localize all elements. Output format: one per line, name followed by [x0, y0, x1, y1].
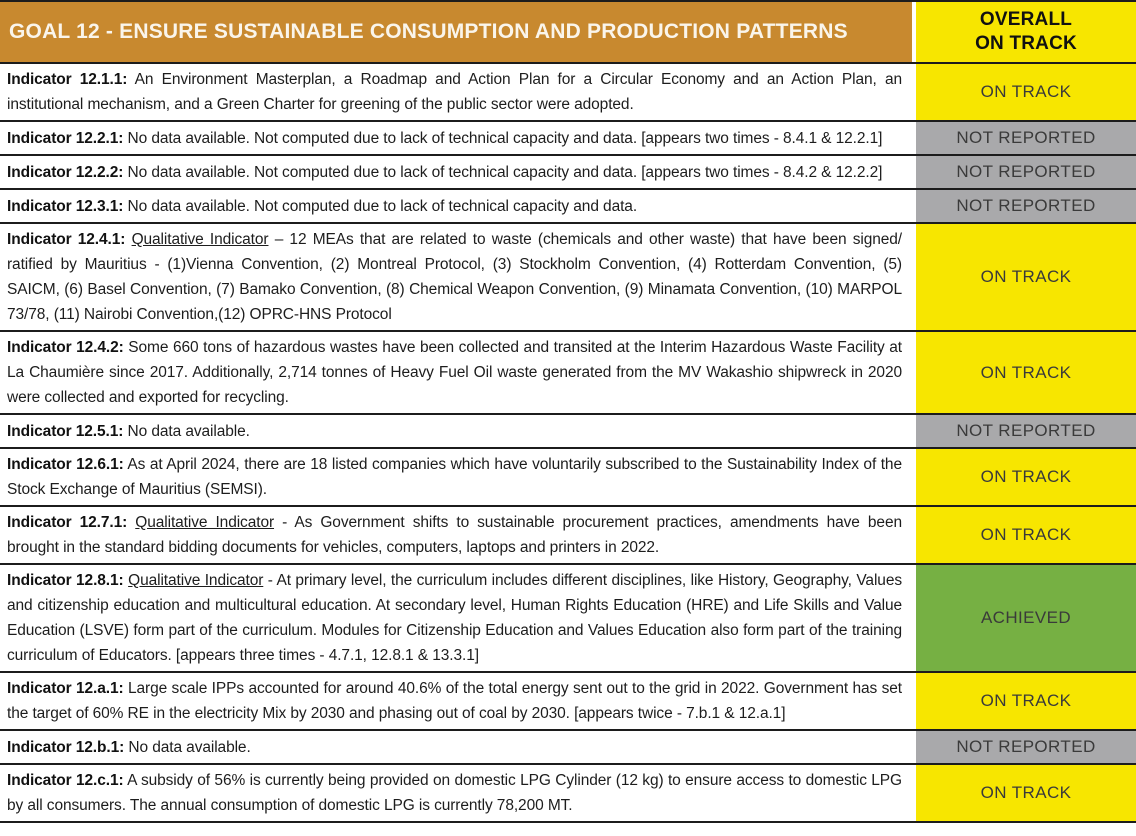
indicator-description	[0, 191, 912, 222]
indicator-row	[0, 415, 1136, 449]
indicator-text: - At primary level, the curriculum includes different disciplines, like History, Geography, Values and citizenship education and multicultural education. At secondary level, Human Rights Education (HRE) and Life Skills and Value Education (LSVE) form part of the curriculum. Modules for Citizenship Education and Values Education also form part of the training curriculum of Educators. [appears three times - 4.7.1, 12.8.1 & 13.3.1]	[7, 572, 902, 664]
status-label: NOT REPORTED	[956, 162, 1096, 181]
qualitative-indicator-label: Qualitative Indicator	[131, 231, 269, 248]
indicator-row	[0, 332, 1136, 415]
status-label: ACHIEVED	[980, 608, 1072, 627]
indicator-label: Indicator 12.a.1:	[7, 680, 124, 697]
status-cell	[916, 122, 1136, 154]
status-cell	[916, 765, 1136, 821]
indicator-row	[0, 156, 1136, 190]
indicator-row	[0, 122, 1136, 156]
indicator-label: Indicator 12.2.1:	[7, 129, 124, 147]
status-cell	[916, 731, 1136, 763]
overall-status-cell	[916, 2, 1136, 62]
indicator-text: No data available. Not computed due to lack of technical capacity and data. [appears two times - 8.4.1 & 12.2.1]	[123, 129, 883, 147]
status-label: ON TRACK	[980, 467, 1072, 486]
overall-status: ON TRACK	[975, 33, 1077, 54]
indicator-description	[0, 224, 912, 330]
indicator-row	[0, 224, 1136, 332]
indicator-text: An Environment Masterplan, a Roadmap and Action Plan for a Circular Economy and an Action Plan, an institutional mechanism, and a Green Charter for greening of the public sector were adopted.	[7, 71, 902, 113]
indicator-label: Indicator 12.8.1:	[7, 572, 124, 589]
status-cell	[916, 415, 1136, 447]
indicator-text: Large scale IPPs accounted for around 40.6% of the total energy sent out to the grid in 2022. Government has set the target of 60% RE in the electricity Mix by 2030 and phasing out of coal by 2030. [appears twice - 7.b.1 & 12.a.1]	[7, 680, 902, 722]
indicator-table-body	[0, 64, 1136, 823]
indicator-label: Indicator 12.b.1:	[7, 738, 125, 756]
indicator-description	[0, 64, 912, 120]
indicator-label: Indicator 12.3.1:	[7, 197, 124, 215]
qualitative-indicator-label: Qualitative Indicator	[128, 572, 264, 589]
indicator-text: Some 660 tons of hazardous wastes have been collected and transited at the Interim Hazardous Waste Facility at La Chaumière since 2017. Additionally, 2,714 tonnes of Heavy Fuel Oil waste generated from the MV Wakashio shipwreck in 2020 were collected and exported for recycling.	[7, 339, 902, 406]
status-label: ON TRACK	[980, 362, 1072, 382]
status-cell	[916, 156, 1136, 188]
indicator-row	[0, 673, 1136, 731]
indicator-description	[0, 673, 912, 729]
indicator-text: No data available. Not computed due to lack of technical capacity and data.	[123, 197, 638, 215]
indicator-text: - As Government shifts to sustainable procurement practices, amendments have been brought in the standard bidding documents for vehicles, computers, laptops and printers in 2022.	[7, 514, 902, 556]
indicator-text: As at April 2024, there are 18 listed companies which have voluntarily subscribed to the Sustainability Index of the Stock Exchange of Mauritius (SEMSI).	[7, 456, 902, 498]
indicator-text: A subsidy of 56% is currently being provided on domestic LPG Cylinder (12 kg) to ensure access to domestic LPG by all consumers. The annual consumption of domestic LPG is currently 78,200 MT.	[7, 772, 902, 814]
status-label: ON TRACK	[980, 691, 1072, 710]
indicator-label: Indicator 12.6.1:	[7, 456, 124, 473]
indicator-description	[0, 449, 912, 505]
indicator-row	[0, 565, 1136, 673]
indicator-description	[0, 416, 912, 447]
indicator-text: No data available.	[124, 738, 251, 756]
indicator-description	[0, 507, 912, 563]
status-cell	[916, 64, 1136, 120]
indicator-row	[0, 190, 1136, 224]
status-label: NOT REPORTED	[956, 196, 1096, 215]
indicator-text: No data available. Not computed due to lack of technical capacity and data. [appears two times - 8.4.2 & 12.2.2]	[123, 163, 883, 181]
indicator-description	[0, 123, 912, 154]
status-cell	[916, 332, 1136, 413]
indicator-label: Indicator 12.1.1:	[7, 71, 128, 88]
goal-title: GOAL 12 - ENSURE SUSTAINABLE CONSUMPTION AND PRODUCTION PATTERNS	[9, 20, 848, 43]
qualitative-indicator-label: Qualitative Indicator	[135, 514, 275, 531]
status-label: ON TRACK	[980, 267, 1072, 286]
indicator-text: No data available.	[123, 422, 250, 440]
status-cell	[916, 224, 1136, 330]
indicator-row	[0, 507, 1136, 565]
indicator-row	[0, 765, 1136, 823]
indicator-label: Indicator 12.4.1:	[7, 231, 126, 248]
status-cell	[916, 507, 1136, 563]
indicator-label: Indicator 12.7.1:	[7, 514, 128, 531]
table-header-row	[0, 2, 1136, 64]
status-label: ON TRACK	[980, 783, 1072, 802]
status-cell	[916, 190, 1136, 222]
status-cell	[916, 565, 1136, 671]
indicator-description	[0, 565, 912, 671]
indicator-row	[0, 449, 1136, 507]
status-cell	[916, 673, 1136, 729]
indicator-label: Indicator 12.2.2:	[7, 163, 124, 181]
indicator-description	[0, 157, 912, 188]
goal-header-cell	[0, 2, 912, 62]
status-label: ON TRACK	[980, 82, 1072, 101]
status-label: NOT REPORTED	[956, 421, 1096, 440]
indicator-description	[0, 765, 912, 821]
indicator-row	[0, 64, 1136, 122]
indicator-label: Indicator 12.c.1:	[7, 772, 124, 789]
indicator-row	[0, 731, 1136, 765]
status-label: NOT REPORTED	[956, 128, 1096, 147]
indicator-description	[0, 732, 912, 763]
status-label: ON TRACK	[980, 525, 1072, 544]
indicator-label: Indicator 12.4.2:	[7, 339, 124, 356]
indicator-description	[0, 332, 912, 413]
indicator-label: Indicator 12.5.1:	[7, 422, 124, 440]
status-label: NOT REPORTED	[956, 737, 1096, 756]
indicator-text: – 12 MEAs that are related to waste (chemicals and other waste) that have been signed/ ratified by Mauritius - (1)Vienna Convention, (2) Montreal Protocol, (3) Stockholm Convention, (4) Rotterdam Convention, (5) SAICM, (6) Basel Convention, (7) Bamako Convention, (8) Chemical Weapon Convention, (9) Minamata Convention, (10) MARPOL 73/78, (11) Nairobi Convention,(12) OPRC-HNS Protocol	[7, 231, 902, 323]
status-cell	[916, 449, 1136, 505]
overall-label: OVERALL	[979, 9, 1073, 30]
